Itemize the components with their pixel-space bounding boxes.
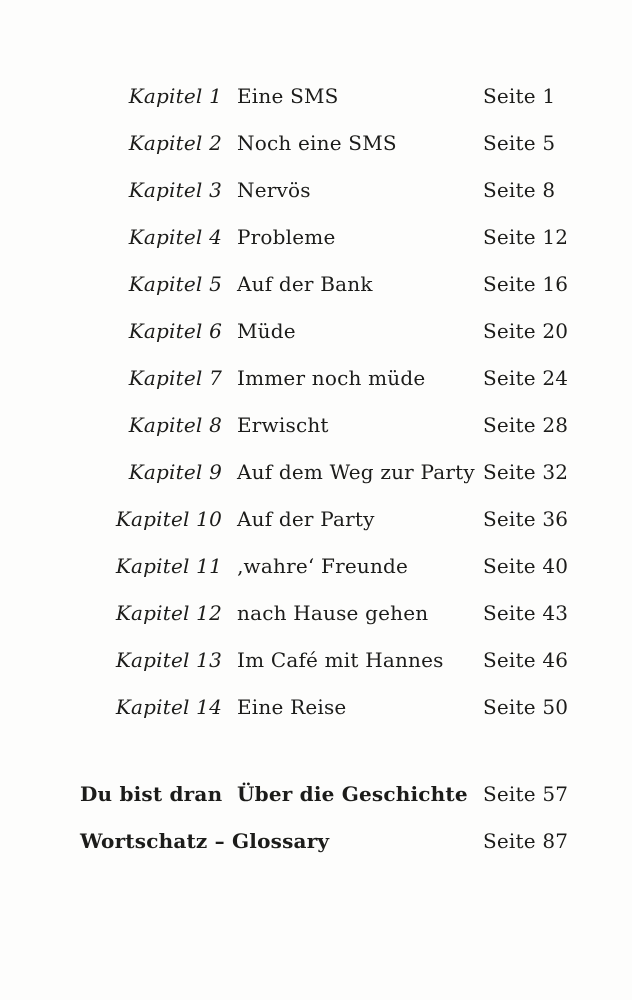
chapter-page: Seite 24 (483, 366, 569, 390)
chapter-label: Kapitel 5 (128, 272, 222, 296)
chapter-page: Seite 46 (483, 648, 569, 672)
chapter-title: Erwischt (237, 413, 329, 437)
section-page: Seite 57 (483, 782, 569, 806)
chapter-title: ‚wahre‘ Freunde (237, 554, 409, 578)
chapter-title: Eine SMS (237, 84, 339, 108)
chapter-title: Auf dem Weg zur Party (237, 460, 475, 484)
chapter-page: Seite 20 (483, 319, 569, 343)
toc-row (80, 402, 585, 449)
chapter-title: Noch eine SMS (237, 131, 397, 155)
toc-row (80, 637, 585, 684)
chapter-page: Seite 32 (483, 460, 569, 484)
toc-row (80, 167, 585, 214)
chapter-label: Kapitel 4 (128, 225, 222, 249)
toc-row (80, 308, 585, 355)
chapter-page: Seite 43 (483, 601, 569, 625)
toc-row (80, 355, 585, 402)
chapter-page: Seite 36 (483, 507, 569, 531)
chapter-label: Kapitel 14 (115, 695, 222, 719)
toc-row (80, 120, 585, 167)
chapter-title: nach Hause gehen (237, 601, 429, 625)
chapter-page: Seite 40 (483, 554, 569, 578)
toc-extra-row (80, 818, 585, 865)
chapter-title: Immer noch müde (237, 366, 426, 390)
chapter-title: Eine Reise (237, 695, 347, 719)
chapter-label: Kapitel 2 (128, 131, 222, 155)
chapter-page: Seite 28 (483, 413, 569, 437)
chapter-page: Seite 8 (483, 178, 556, 202)
table-of-contents (80, 73, 585, 865)
toc-row (80, 73, 585, 120)
chapter-label: Kapitel 12 (115, 601, 222, 625)
toc-row (80, 590, 585, 637)
chapter-page: Seite 50 (483, 695, 569, 719)
toc-row (80, 684, 585, 731)
chapter-page: Seite 5 (483, 131, 556, 155)
section-label: Du bist dran (80, 782, 223, 806)
chapter-title: Nervös (237, 178, 311, 202)
toc-row (80, 496, 585, 543)
toc-row (80, 261, 585, 308)
chapter-label: Kapitel 3 (128, 178, 222, 202)
chapter-label: Kapitel 9 (128, 460, 222, 484)
chapter-title: Im Café mit Hannes (237, 648, 444, 672)
toc-row (80, 449, 585, 496)
chapter-title: Probleme (237, 225, 336, 249)
chapter-page: Seite 16 (483, 272, 569, 296)
chapter-label: Kapitel 8 (128, 413, 222, 437)
chapter-label: Kapitel 11 (115, 554, 222, 578)
toc-extra-row (80, 771, 585, 818)
chapter-label: Kapitel 7 (128, 366, 222, 390)
chapter-title: Müde (237, 319, 296, 343)
toc-extras (80, 771, 585, 865)
chapter-label: Kapitel 10 (115, 507, 222, 531)
chapter-page: Seite 12 (483, 225, 569, 249)
chapter-label: Kapitel 1 (128, 84, 222, 108)
section-title: Über die Geschichte (237, 782, 468, 806)
section-page: Seite 87 (483, 829, 569, 853)
chapter-title: Auf der Bank (237, 272, 373, 296)
chapter-title: Auf der Party (237, 507, 375, 531)
section-label: Wortschatz – Glossary (80, 829, 330, 853)
chapter-page: Seite 1 (483, 84, 556, 108)
chapter-label: Kapitel 13 (115, 648, 222, 672)
toc-row (80, 214, 585, 261)
chapter-label: Kapitel 6 (128, 319, 222, 343)
toc-row (80, 543, 585, 590)
